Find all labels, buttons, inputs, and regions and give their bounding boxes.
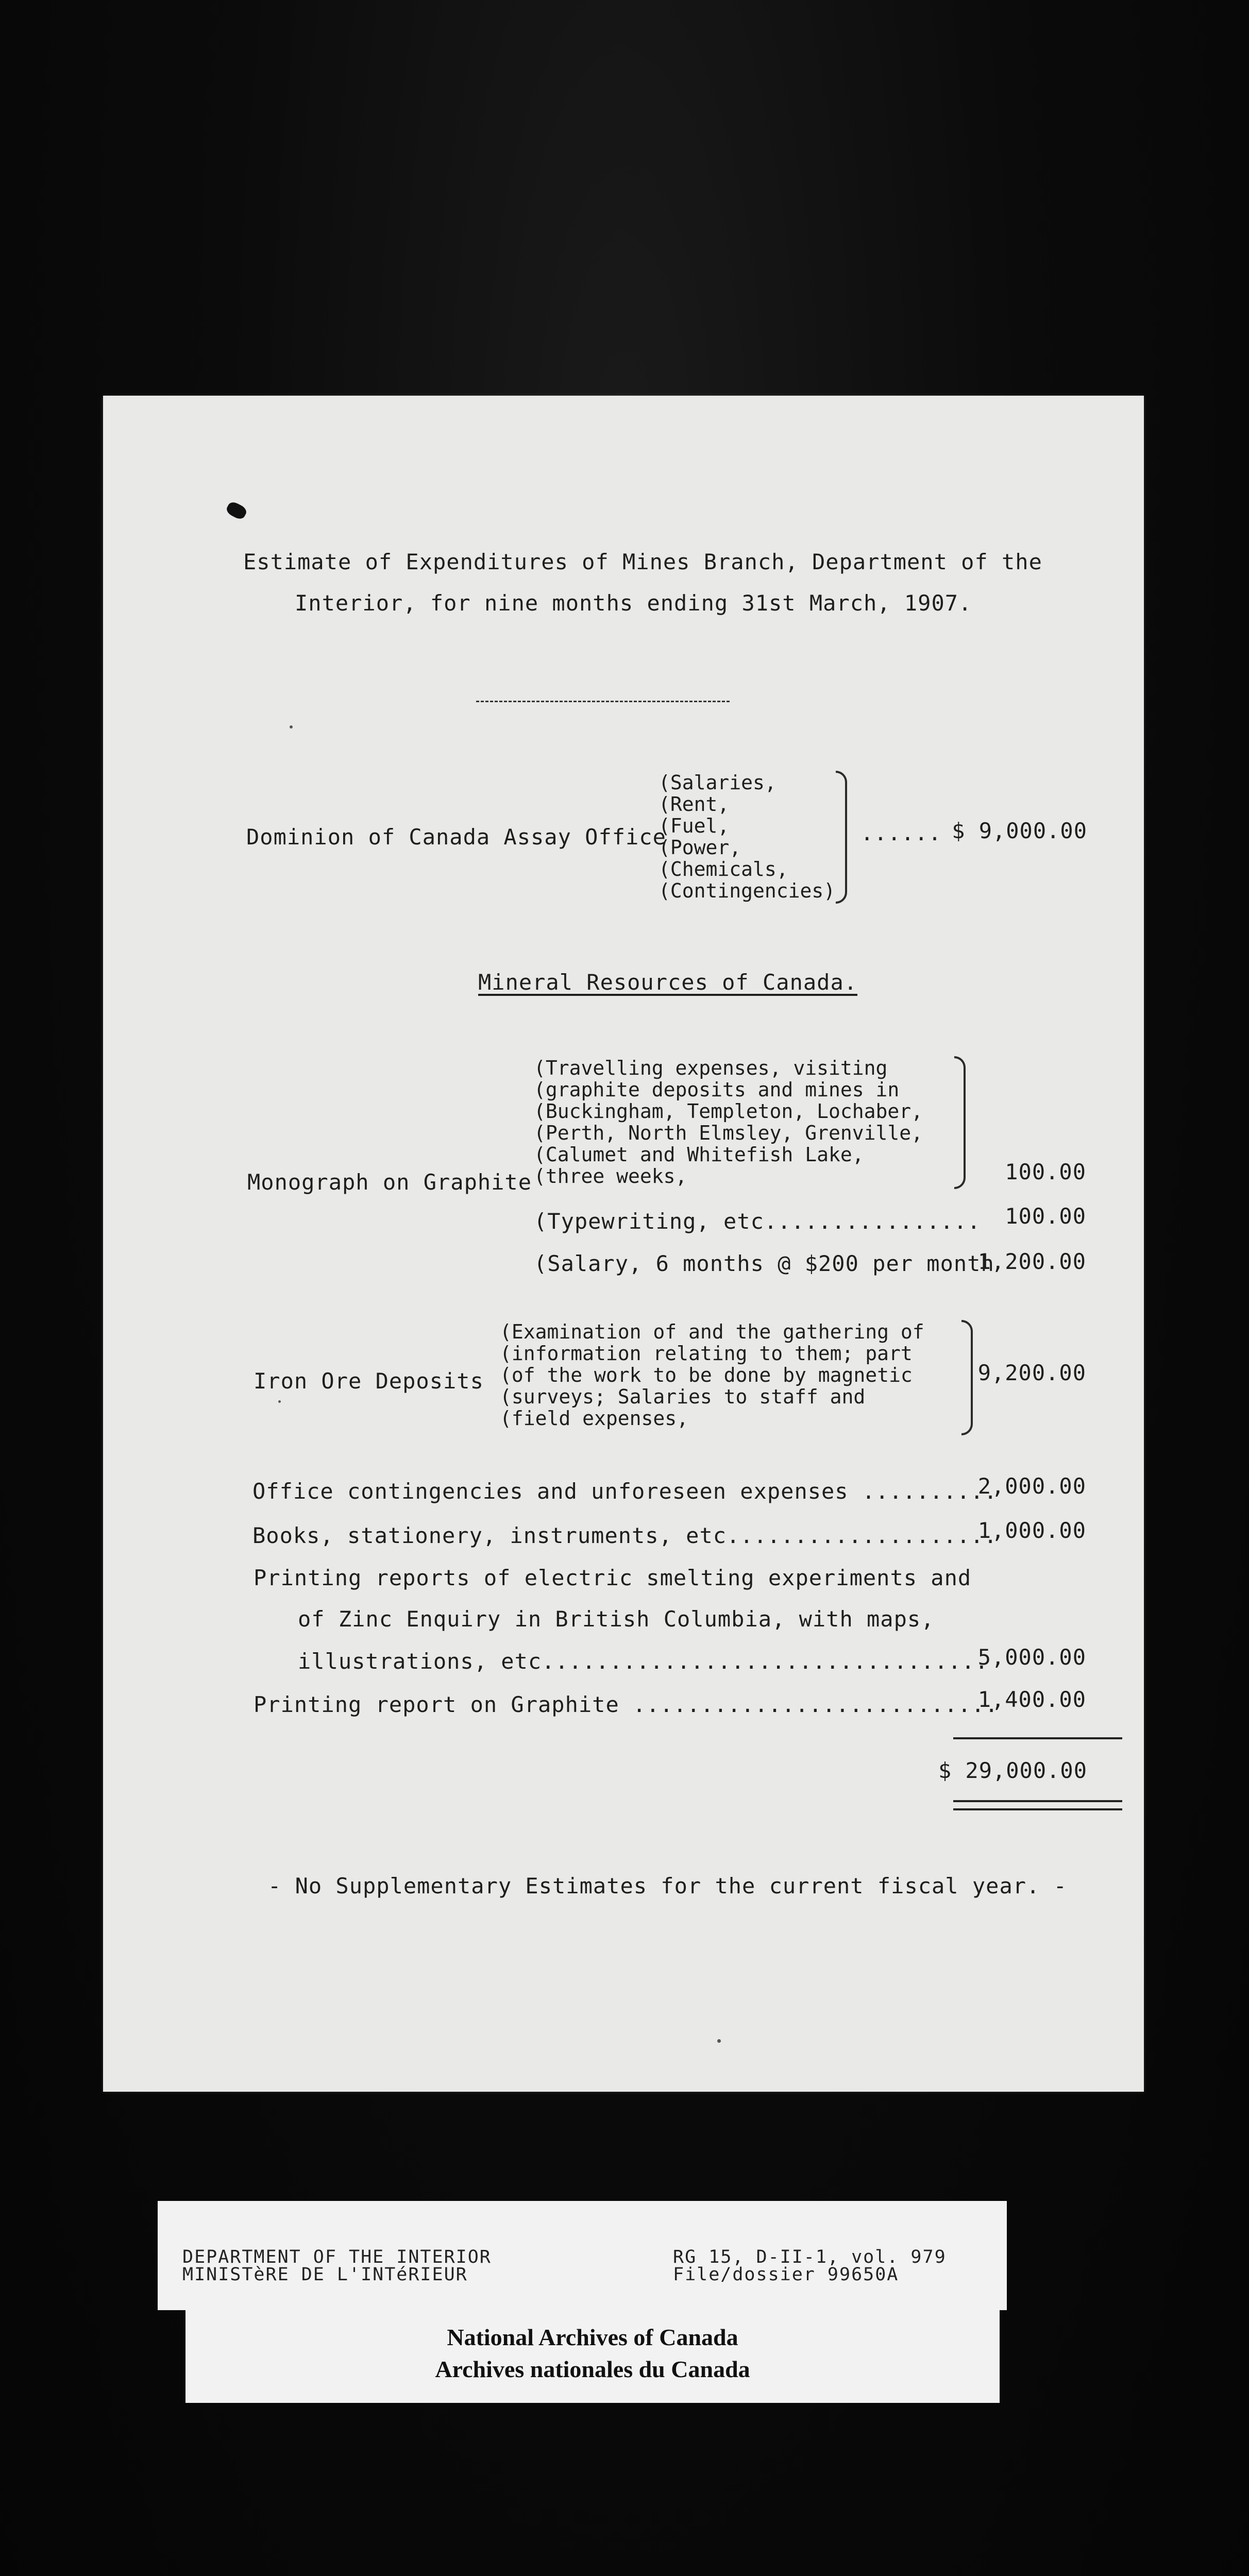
graphite-travel-line: (graphite deposits and mines in	[534, 1078, 900, 1101]
total-amount: $ 29,000.00	[938, 1758, 1087, 1783]
printing-amount: 5,000.00	[977, 1645, 1086, 1670]
archives-name-en: National Archives of Canada	[447, 2324, 738, 2350]
doc-title-line1: Estimate of Expenditures of Mines Branch, Department of the	[243, 549, 1042, 574]
graphite-report-line: Printing report on Graphite ...........................	[254, 1692, 999, 1717]
subtotal-rule	[953, 1737, 1122, 1739]
printing-line1: Printing reports of electric smelting experiments and	[254, 1565, 972, 1590]
assay-amount: $ 9,000.00	[952, 818, 1087, 843]
graphite-typewriting-amount: 100.00	[1005, 1204, 1086, 1229]
assay-item: (Salaries,	[659, 771, 777, 794]
archives-name-label	[185, 2306, 1000, 2403]
assay-item: (Chemicals,	[659, 858, 788, 880]
ref-number: RG 15, D-II-1, vol. 979	[673, 2247, 947, 2267]
iron-line: (surveys; Salaries to staff and	[500, 1385, 866, 1408]
ink-mark	[225, 500, 248, 521]
doc-title-line2: Interior, for nine months ending 31st March, 1907.	[295, 590, 972, 616]
graphite-travel-line: (Calumet and Whitefish Lake,	[534, 1143, 864, 1166]
speck	[278, 1400, 281, 1403]
books-line: Books, stationery, instruments, etc....................	[252, 1523, 998, 1548]
assay-leader: ......	[860, 820, 942, 845]
iron-line: (field expenses,	[500, 1407, 689, 1430]
archives-name-fr: Archives nationales du Canada	[435, 2356, 750, 2382]
printing-line3: illustrations, etc.................................	[298, 1649, 989, 1674]
speck	[290, 725, 293, 728]
total-double-rule-bottom	[953, 1808, 1122, 1810]
graphite-travel-line: (Buckingham, Templeton, Lochaber,	[534, 1100, 923, 1123]
books-amount: 1,000.00	[977, 1518, 1086, 1543]
office-amount: 2,000.00	[977, 1473, 1086, 1499]
total-double-rule-top	[953, 1800, 1122, 1802]
footer-note: - No Supplementary Estimates for the current fiscal year. -	[268, 1873, 1067, 1899]
iron-line: (Examination of and the gathering of	[500, 1320, 924, 1343]
assay-item: (Power,	[659, 836, 741, 859]
section-heading: Mineral Resources of Canada.	[478, 970, 858, 995]
iron-line: (of the work to be done by magnetic	[500, 1364, 913, 1386]
graphite-salary: (Salary, 6 months @ $200 per month	[534, 1251, 994, 1276]
graphite-typewriting: (Typewriting, etc................	[534, 1209, 981, 1234]
graphite-travel-amount: 100.00	[1005, 1159, 1086, 1184]
iron-label: Iron Ore Deposits	[254, 1368, 484, 1394]
iron-amount: 9,200.00	[977, 1360, 1086, 1385]
title-divider	[476, 701, 730, 702]
graphite-travel-line: (Perth, North Elmsley, Grenville,	[534, 1122, 923, 1144]
printing-line2: of Zinc Enquiry in British Columbia, with maps,	[298, 1606, 935, 1632]
assay-item: (Contingencies)	[659, 879, 836, 902]
assay-office-label: Dominion of Canada Assay Office	[246, 824, 666, 850]
assay-item: (Fuel,	[659, 815, 730, 837]
speck	[717, 2039, 721, 2043]
assay-item: (Rent,	[659, 793, 730, 816]
assay-right-brace	[836, 771, 847, 904]
office-line: Office contingencies and unforeseen expenses ..........	[252, 1479, 998, 1504]
graphite-travel-line: (three weeks,	[534, 1165, 687, 1188]
graphite-salary-amount: 1,200.00	[977, 1249, 1086, 1274]
dept-en: DEPARTMENT OF THE INTERIOR	[182, 2247, 492, 2267]
graphite-report-amount: 1,400.00	[977, 1687, 1086, 1712]
archive-reference-label	[158, 2201, 1007, 2310]
document-page	[103, 396, 1144, 2092]
graphite-travel-line: (Travelling expenses, visiting	[534, 1057, 888, 1079]
dept-fr: MINISTèRE DE L'INTéRIEUR	[182, 2264, 468, 2285]
graphite-label: Monograph on Graphite	[247, 1170, 532, 1195]
file-number: File/dossier 99650A	[673, 2264, 899, 2285]
iron-line: (information relating to them; part	[500, 1342, 913, 1365]
